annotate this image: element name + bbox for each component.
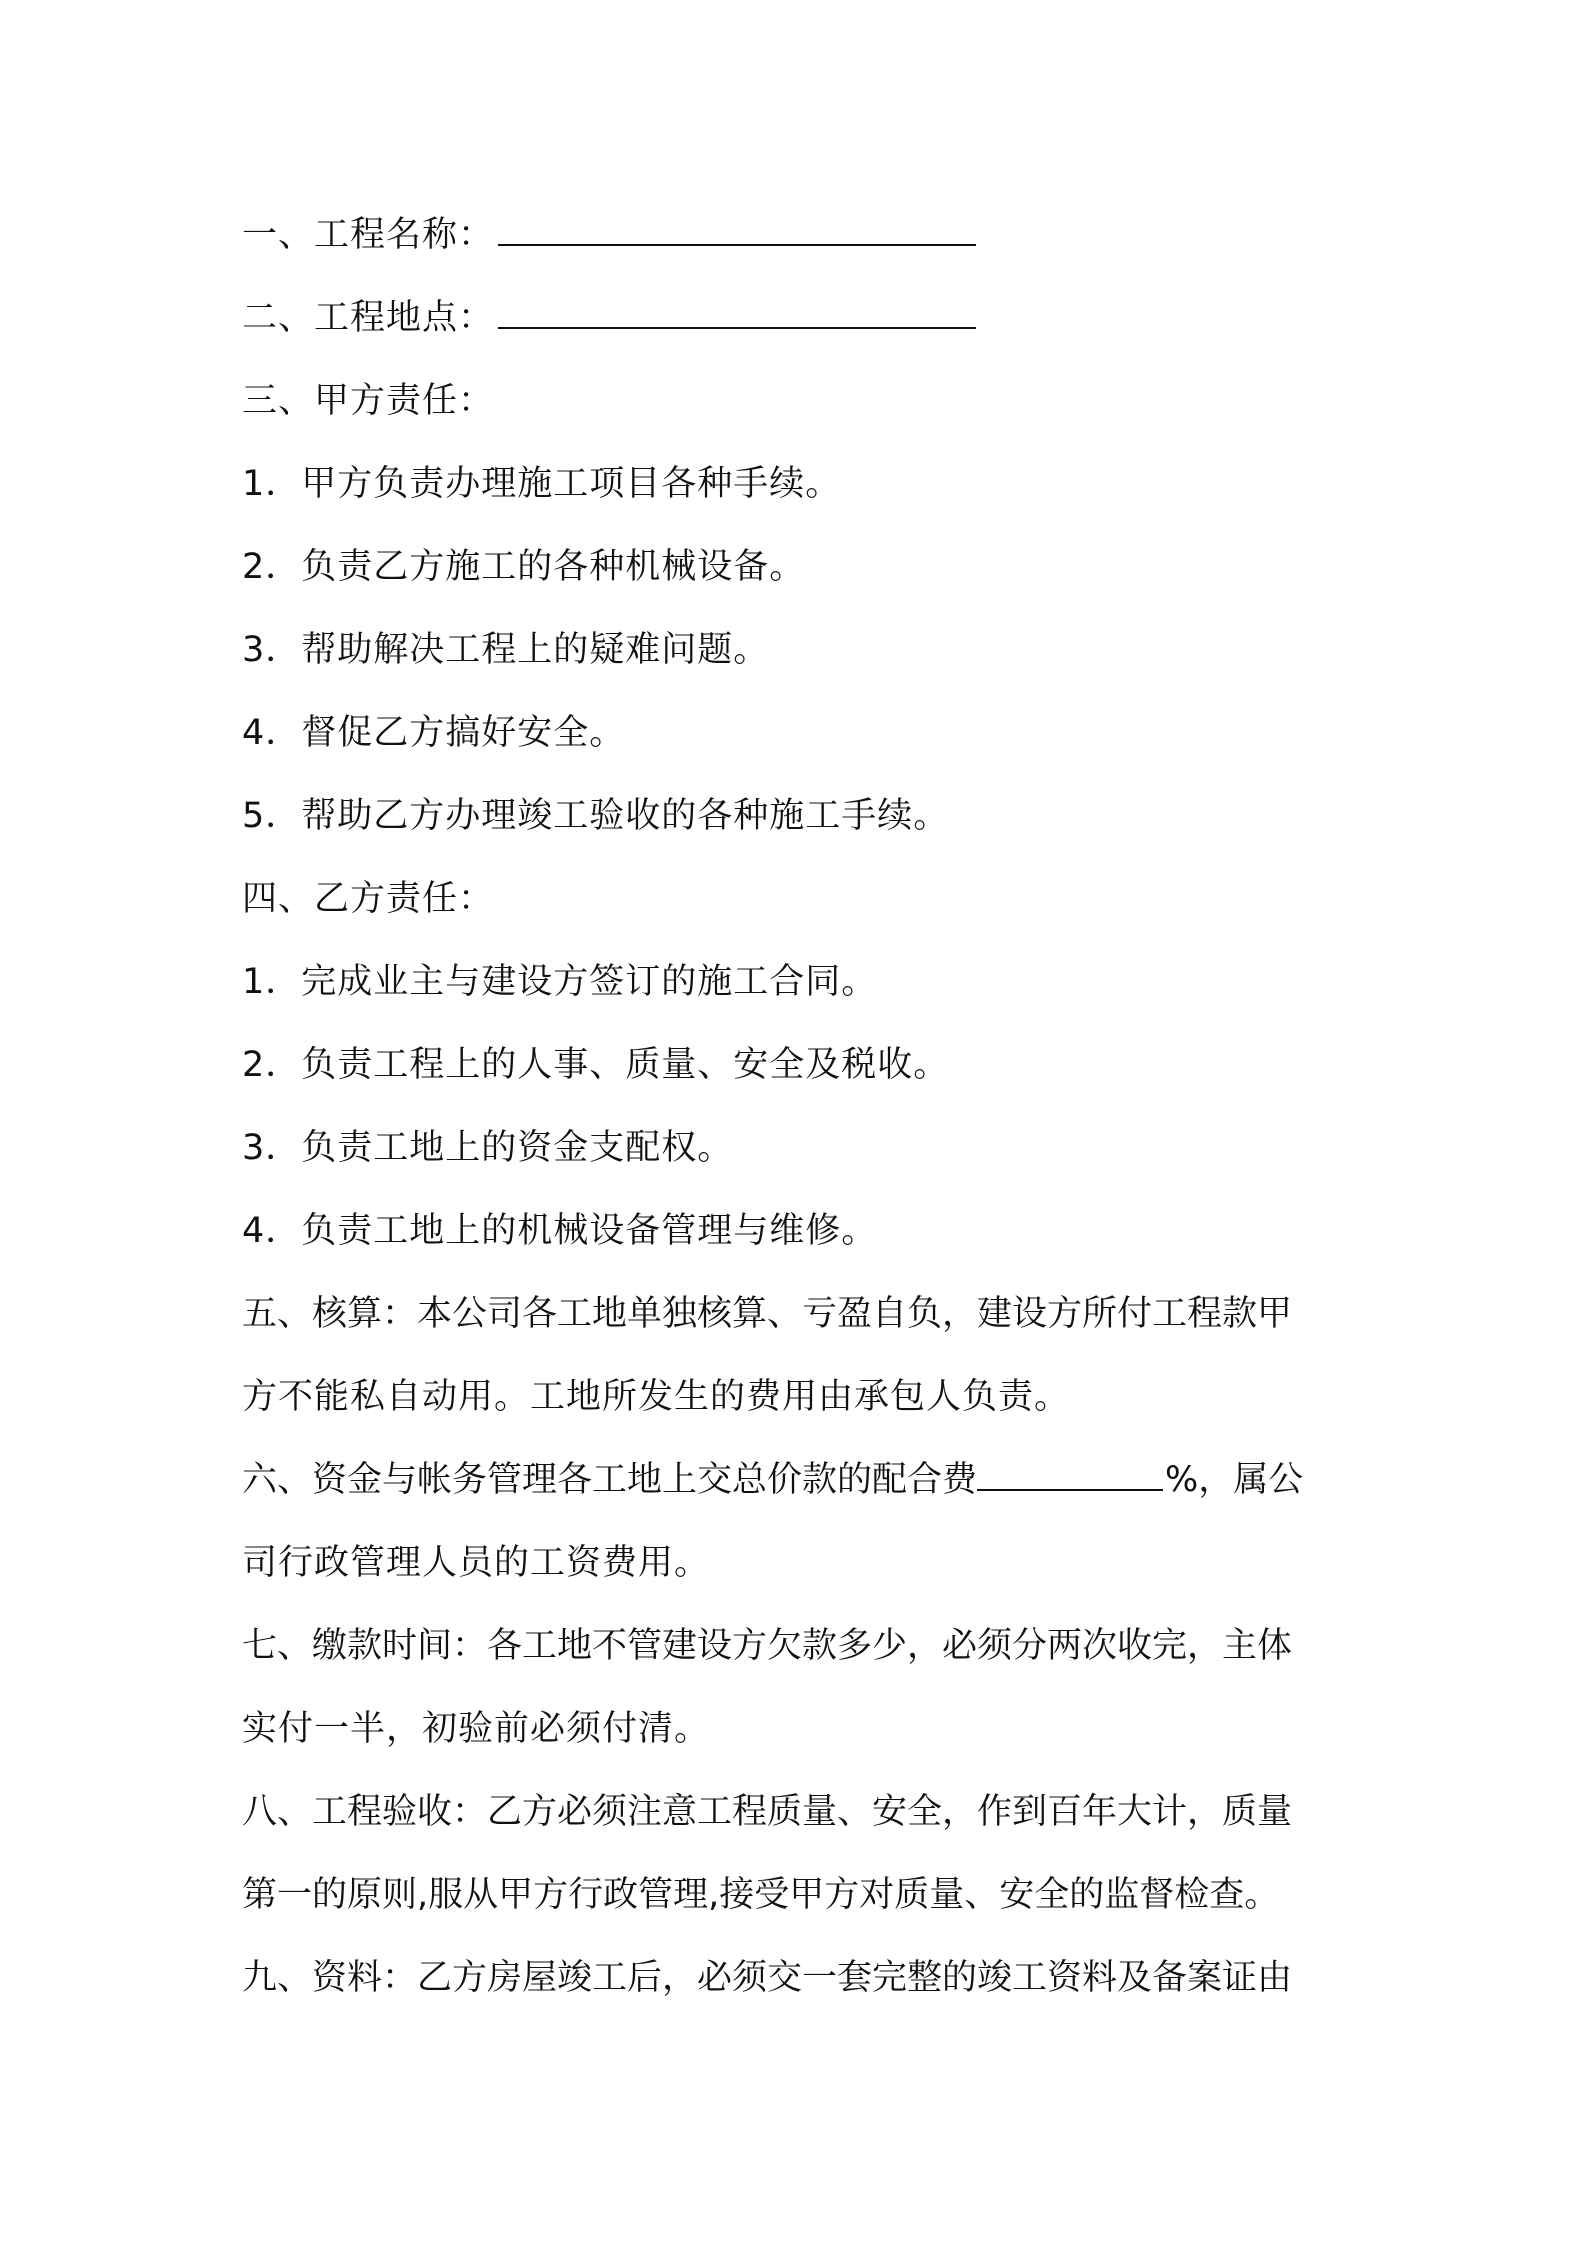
payment-clause-line-2: 实付一半，初验前必须付清。 <box>242 1709 711 1749</box>
payment-clause-line-1: 七、缴款时间：各工地不管建设方欠款多少，必须分两次收完，主体 <box>242 1626 1293 1666</box>
section-party-b-heading: 四、乙方责任： <box>242 879 495 919</box>
funds-clause-suffix: %，属公 <box>1165 1460 1304 1500</box>
project-name-blank[interactable] <box>498 214 976 246</box>
project-location-label: 二、工程地点： <box>242 298 495 338</box>
section-party-a-heading: 三、甲方责任： <box>242 381 495 421</box>
funds-clause-line-2: 司行政管理人员的工资费用。 <box>242 1543 711 1583</box>
project-location-blank[interactable] <box>498 297 976 329</box>
acceptance-clause-line-2: 第一的原则,服从甲方行政管理,接受甲方对质量、安全的监督检查。 <box>242 1875 1280 1915</box>
accounting-clause-line-2: 方不能私自动用。工地所发生的费用由承包人负责。 <box>242 1377 1071 1417</box>
fee-percent-blank[interactable] <box>977 1459 1163 1491</box>
documents-clause-line-1: 九、资料：乙方房屋竣工后，必须交一套完整的竣工资料及备案证由 <box>242 1958 1293 1998</box>
funds-clause-prefix: 六、资金与帐务管理各工地上交总价款的配合费 <box>242 1460 978 1500</box>
document-body <box>242 194 1362 2020</box>
party-a-item-2: 2．负责乙方施工的各种机械设备。 <box>242 547 806 587</box>
funds-clause-line-1 <box>242 1439 1362 1522</box>
party-b-item-2: 2．负责工程上的人事、质量、安全及税收。 <box>242 1045 950 1085</box>
party-a-item-3: 3．帮助解决工程上的疑难问题。 <box>242 630 770 670</box>
accounting-clause-line-1: 五、核算：本公司各工地单独核算、亏盈自负，建设方所付工程款甲 <box>242 1294 1293 1334</box>
party-a-item-5: 5．帮助乙方办理竣工验收的各种施工手续。 <box>242 796 950 836</box>
party-b-item-4: 4．负责工地上的机械设备管理与维修。 <box>242 1211 878 1251</box>
party-a-item-4: 4．督促乙方搞好安全。 <box>242 713 626 753</box>
project-name-line <box>242 194 1362 277</box>
project-name-label: 一、工程名称： <box>242 215 495 255</box>
party-a-item-1: 1．甲方负责办理施工项目各种手续。 <box>242 464 842 504</box>
project-location-line <box>242 277 1362 360</box>
party-b-item-1: 1．完成业主与建设方签订的施工合同。 <box>242 962 878 1002</box>
party-b-item-3: 3．负责工地上的资金支配权。 <box>242 1128 734 1168</box>
acceptance-clause-line-1: 八、工程验收：乙方必须注意工程质量、安全，作到百年大计，质量 <box>242 1792 1293 1832</box>
